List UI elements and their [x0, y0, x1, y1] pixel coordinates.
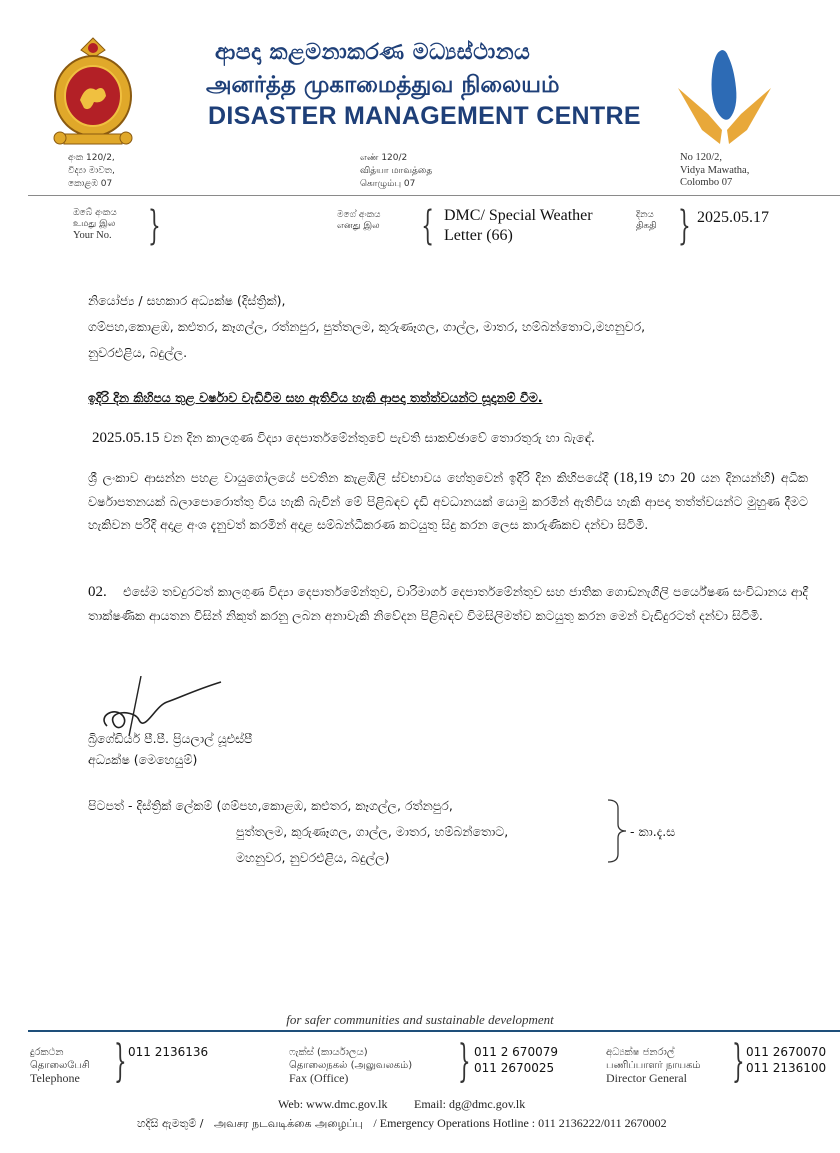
my-no-label: මගේ අංකය எனது இல: [337, 210, 381, 231]
addressee: [88, 289, 808, 364]
copies-line-1: පිටපත් - දිස්ත්‍රික් ලේකම් (ගම්පහ,කොළඹ, කළුතර, කෑගල්ල, රත්නපුර,: [88, 798, 453, 813]
intro-text: වන දින කාලගුණ විද්‍යා දෙපාර්තමේන්තුවේ පැවති සාකච්ඡාවේ තොරතුරු හා බැඳේ.: [159, 430, 595, 445]
my-no-value: DMC/ Special Weather Letter (66): [444, 207, 593, 244]
director-general-label: අධ්‍යක්ෂ ජනරාල් பணிப்பாளர் நாயகம் Director General: [606, 1047, 701, 1085]
header-divider: [28, 195, 840, 196]
fax-values: 011 2 670079 011 2670025: [474, 1045, 558, 1075]
date-label: දිනය திகதி: [636, 210, 657, 231]
director-general-values: 011 2670070 011 2136100: [746, 1045, 827, 1075]
address-sinhala: අංක 120/2, විද්‍යා මාවත, කොළඹ 07: [68, 153, 115, 189]
email-address[interactable]: Email: dg@dmc.gov.lk: [414, 1097, 526, 1111]
address-english: No 120/2, Vidya Mawatha, Colombo 07: [680, 152, 750, 188]
fax-label: ෆැක්ස් (කාර්යාලය) தொலைநகல் (அலுவலகம்) Fax (Office): [289, 1047, 413, 1085]
signatory: [88, 728, 488, 770]
web-address[interactable]: Web: www.dmc.gov.lk: [278, 1097, 388, 1111]
national-emblem: [50, 34, 136, 152]
copies-brace: [606, 798, 630, 864]
title-english: DISASTER MANAGEMENT CENTRE: [208, 102, 641, 130]
paragraph-1: ශ්‍රී ලංකාව ආසන්න පහළ වායුගෝලයේ පවතින කැළඹිලි ස්වභාවය හේතුවෙන් ඉදිරි දින කිහිපයේදී (18,19 හා 20 යන දිනයන්හි) අධික වර්ෂාපතනයක් බලාපොරොත්තු විය හැකි බැවින් මේ පිළිබඳව දැඩි අවධානයක් යොමු කරමින් ඇතිවිය හැකි ආපදා තත්ත්වයන්ට මුහුණ දීමට හැකිවන පරිදි අදාළ අංශ දැනුවත් කරමින් අදාළ සම්බන්ධීකරණ කටයුතු සිදු කරන ලෙස කාරුණිකව දන්වා සිටිමි.: [88, 470, 809, 532]
emergency-hotline: හදිසි ඇමතුම් / அவசர நடவடிக்கை அழைப்பு / Emergency Operations Hotline : 011 2136222/011 2670002: [137, 1116, 667, 1130]
telephone-value[interactable]: 011 2136136: [128, 1045, 209, 1059]
title-tamil: அனர்த்த முகாமைத்துவ நிலையம்: [206, 72, 560, 98]
addressee-line-1: නියෝජ්‍ය / සහකාර අධ්‍යක්ෂ (දිස්ත්‍රික්),: [88, 293, 286, 308]
copies-note: - කා.දැ.ස: [630, 824, 676, 839]
signatory-title: අධ්‍යක්ෂ (මෙහෙයුම්): [88, 752, 198, 767]
title-sinhala: ආපදා කළමනාකරණ මධ්‍යස්ථානය: [215, 40, 531, 65]
subject-line: ඉදිරි දින කිහිපය තුළ වර්ෂාව වැඩිවීම සහ ඇතිවිය හැකි ආපදා තත්ත්වයන්ට සූදානම් වීම.: [88, 390, 543, 405]
paragraph-2: 02. එසේම තවදුරටත් කාලගුණ විද්‍යා දෙපාර්තමේන්තුව, වාරිමාර්ග දෙපාර්තමේන්තුව සහ ජාතික ගොඩනැගිලි පර්යේෂණ සංවිධානය ආදී තාක්ෂණික ආයතන විසින් නිකුත් කරනු ලබන අනාවැකි නිවේදන පිළිබඳව විමසිලිමත්ව කටයුතු කරන මෙන් වැඩිදුරටත් දන්වා සිටිමි.: [88, 584, 808, 623]
your-no-label: ඔබේ අංකය உமது இல Your No.: [73, 208, 117, 241]
intro-date: 2025.05.15: [92, 430, 160, 446]
intro-line: [92, 426, 808, 450]
copies-line-2: පුත්තලම, කුරුණෑගල, ගාල්ල, මාතර, හම්බන්තොට,: [236, 824, 509, 839]
telephone-brace: }: [114, 1036, 127, 1087]
signatory-name: බ්‍රිගේඩියර් පී.පී. ප්‍රියලාල් යූඑස්පී: [88, 731, 253, 746]
your-no-brace: }: [148, 203, 161, 249]
footer-divider: [28, 1030, 840, 1032]
paragraph-2-number: 02.: [88, 584, 107, 600]
copies-line-3: මහනුවර, නුවරඑළිය, බදුල්ල): [236, 850, 390, 865]
date-brace: }: [678, 203, 691, 249]
fax-brace: }: [458, 1036, 471, 1087]
motto: for safer communities and sustainable development: [286, 1012, 554, 1027]
my-no-brace: }: [421, 203, 434, 249]
addressee-line-2: ගම්පහ,කොළඹ, කළුතර, කෑගල්ල, රත්නපුර, පුත්තලම, කුරුණෑගල, ගාල්ල, මාතර, හම්බන්තොට,මහනුවර,: [88, 319, 646, 334]
director-general-brace: }: [732, 1036, 745, 1087]
date-value: 2025.05.17: [697, 209, 769, 226]
address-tamil: எண் 120/2 வித்யா மாவத்தை கொழும்பு 07: [360, 153, 433, 189]
telephone-label: දුරකථන தொலைபேசி Telephone: [30, 1047, 90, 1085]
dmc-logo: [672, 44, 777, 148]
addressee-line-3: නුවරඑළිය, බදුල්ල.: [88, 345, 188, 360]
